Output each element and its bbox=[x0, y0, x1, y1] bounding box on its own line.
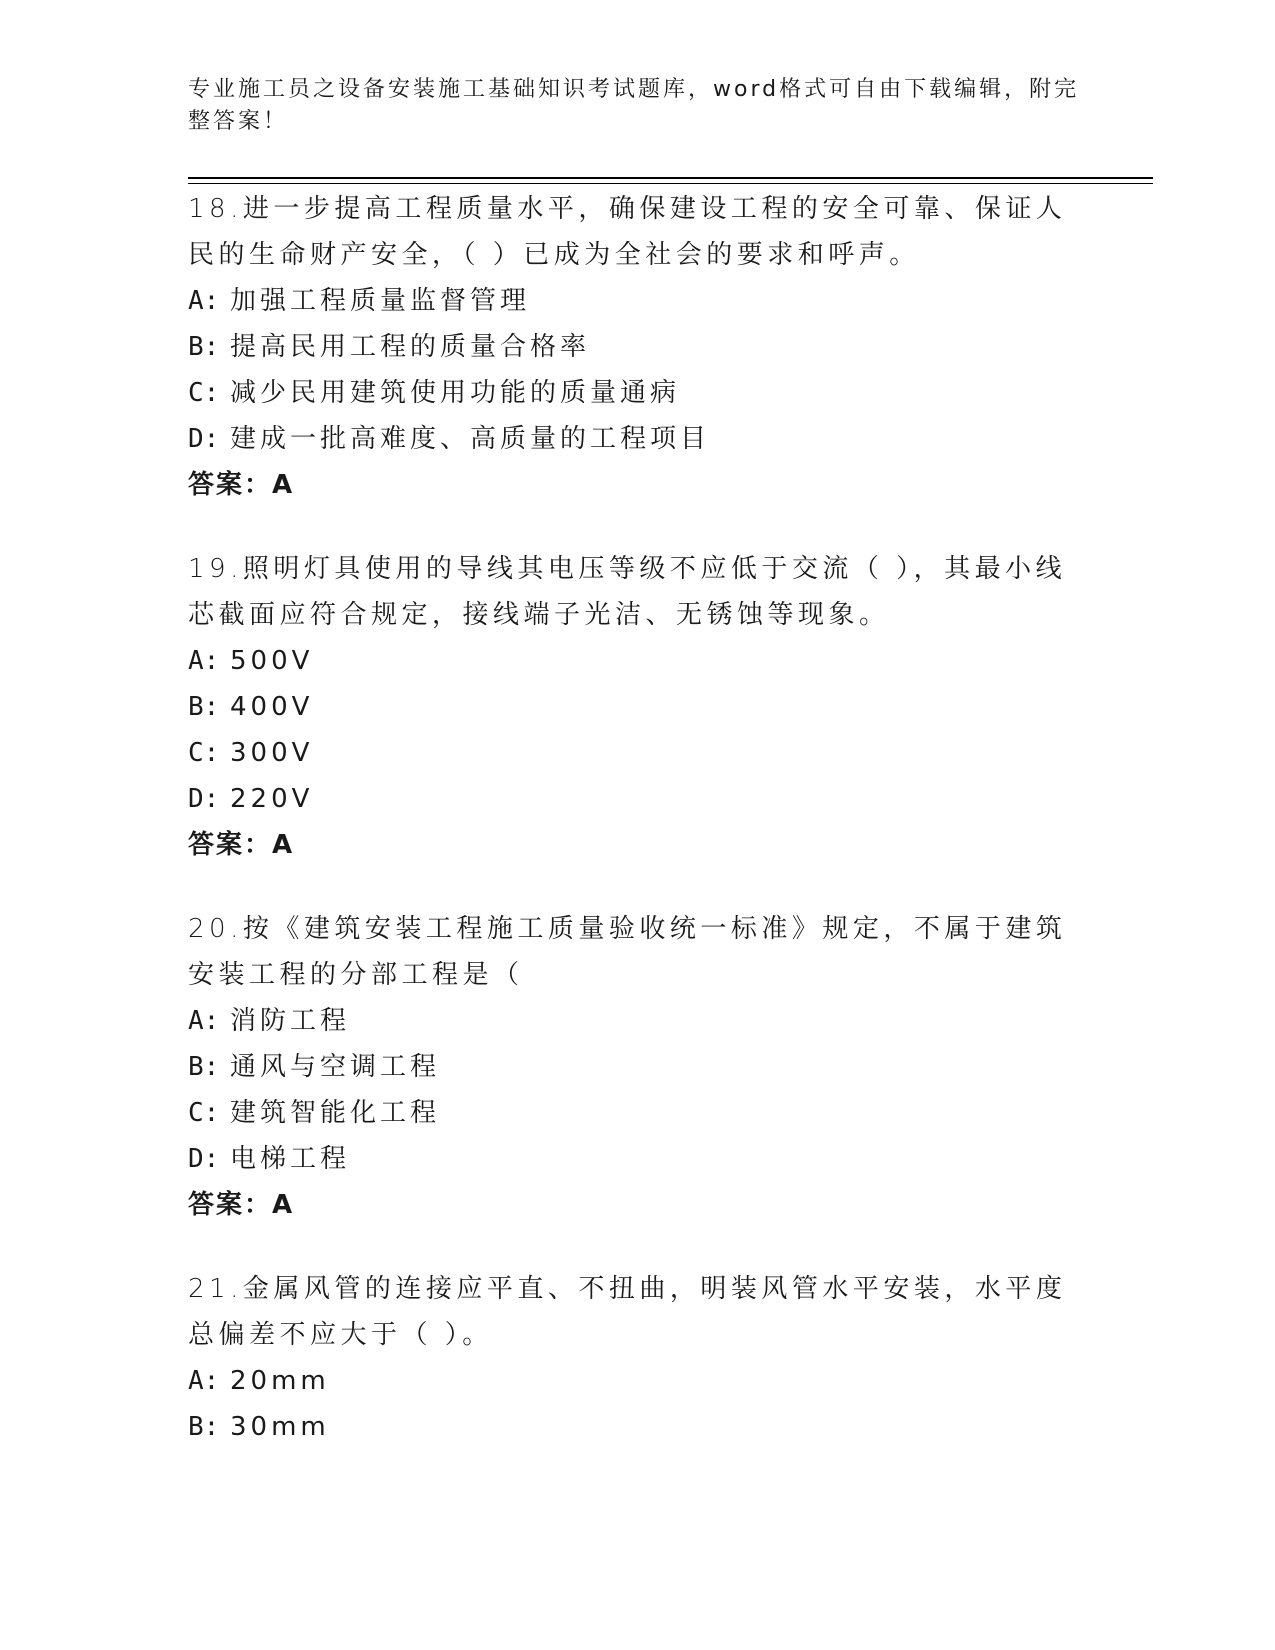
document-header: 专业施工员之设备安装施工基础知识考试题库，word格式可自由下载编辑，附完整答案！ bbox=[188, 77, 1080, 134]
option-key: B: bbox=[188, 332, 220, 362]
option-key: C: bbox=[188, 378, 220, 408]
option-key: A: bbox=[188, 646, 220, 676]
answer-line: 答案：A bbox=[188, 470, 295, 500]
option-text: 建成一批高难度、高质量的工程项目 bbox=[230, 424, 711, 454]
option-b bbox=[188, 1044, 1088, 1090]
option-text: 加强工程质量监督管理 bbox=[230, 286, 531, 316]
option-a bbox=[188, 278, 1088, 324]
option-key: B: bbox=[188, 1412, 220, 1442]
option-key: D: bbox=[188, 784, 220, 814]
question-stem: 20.按《建筑安装工程施工质量验收统一标准》规定，不属于建筑安装工程的分部工程是（ bbox=[188, 914, 1067, 990]
answer-line: 答案：A bbox=[188, 830, 295, 860]
option-text: 消防工程 bbox=[230, 1006, 351, 1036]
option-b bbox=[188, 324, 1088, 370]
option-key: A: bbox=[188, 286, 220, 316]
question-20 bbox=[188, 906, 1088, 1228]
option-text: 20mm bbox=[230, 1366, 330, 1396]
question-18 bbox=[188, 186, 1088, 508]
option-key: C: bbox=[188, 738, 220, 768]
option-b bbox=[188, 1404, 1088, 1450]
option-d bbox=[188, 1136, 1088, 1182]
option-key: A: bbox=[188, 1006, 220, 1036]
option-text: 30mm bbox=[230, 1412, 330, 1442]
option-d bbox=[188, 416, 1088, 462]
option-key: B: bbox=[188, 692, 220, 722]
option-text: 500V bbox=[230, 646, 314, 676]
option-text: 建筑智能化工程 bbox=[230, 1098, 441, 1128]
option-c bbox=[188, 730, 1088, 776]
question-21 bbox=[188, 1266, 1088, 1450]
option-key: B: bbox=[188, 1052, 220, 1082]
option-text: 提高民用工程的质量合格率 bbox=[230, 332, 591, 362]
option-key: C: bbox=[188, 1098, 220, 1128]
header-divider-thick bbox=[188, 177, 1153, 179]
option-c bbox=[188, 370, 1088, 416]
question-stem: 18.进一步提高工程质量水平，确保建设工程的安全可靠、保证人民的生命财产安全，（ ）已成为全社会的要求和呼声。 bbox=[188, 194, 1067, 270]
question-stem: 21.金属风管的连接应平直、不扭曲，明装风管水平安装，水平度总偏差不应大于（ ）。 bbox=[188, 1274, 1067, 1350]
header-divider-thin bbox=[188, 183, 1153, 184]
question-19 bbox=[188, 546, 1088, 868]
option-text: 220V bbox=[230, 784, 314, 814]
option-text: 400V bbox=[230, 692, 314, 722]
option-a bbox=[188, 638, 1088, 684]
option-a bbox=[188, 1358, 1088, 1404]
option-key: A: bbox=[188, 1366, 220, 1396]
option-key: D: bbox=[188, 1144, 220, 1174]
answer-line: 答案：A bbox=[188, 1190, 295, 1220]
option-text: 减少民用建筑使用功能的质量通病 bbox=[230, 378, 681, 408]
option-text: 300V bbox=[230, 738, 314, 768]
option-key: D: bbox=[188, 424, 220, 454]
option-b bbox=[188, 684, 1088, 730]
option-c bbox=[188, 1090, 1088, 1136]
option-d bbox=[188, 776, 1088, 822]
option-text: 电梯工程 bbox=[230, 1144, 351, 1174]
option-text: 通风与空调工程 bbox=[230, 1052, 441, 1082]
option-a bbox=[188, 998, 1088, 1044]
question-stem: 19.照明灯具使用的导线其电压等级不应低于交流（ ），其最小线芯截面应符合规定，接线端子光洁、无锈蚀等现象。 bbox=[188, 554, 1067, 630]
